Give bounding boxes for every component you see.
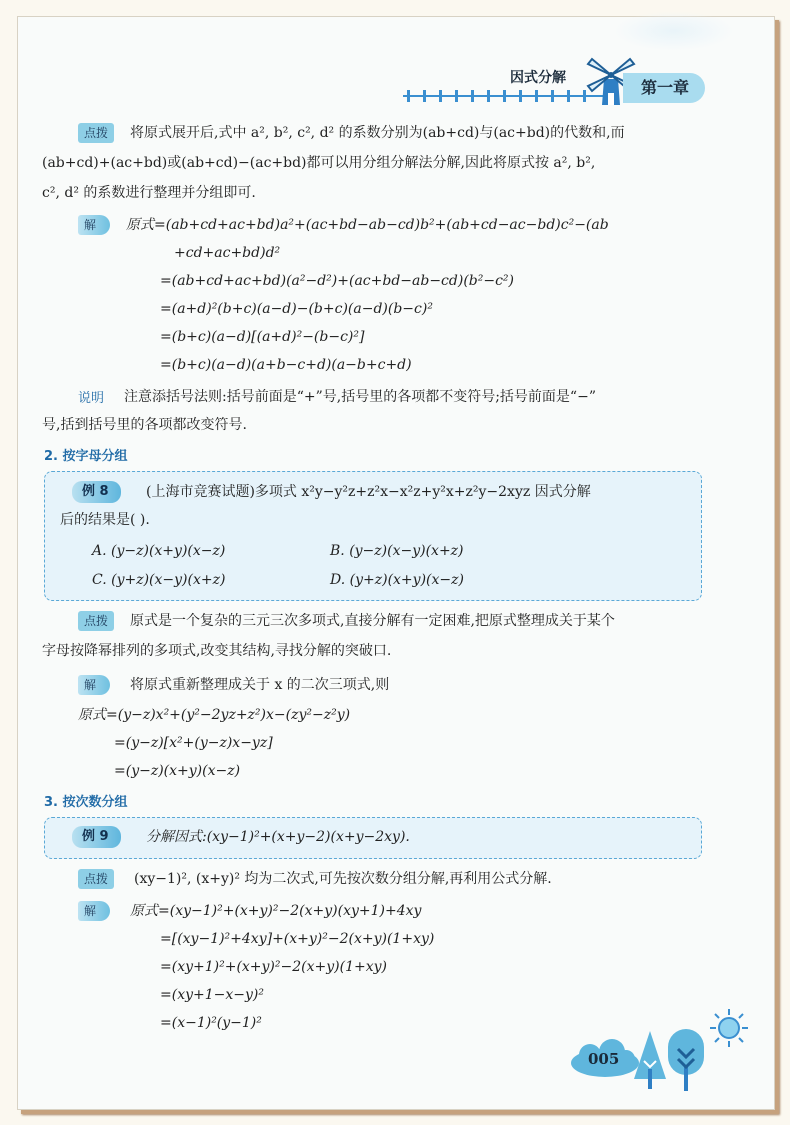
page-number: 005 — [588, 1050, 620, 1068]
hint1-line-2: (ab+cd)+(ac+bd)或(ab+cd)−(ac+bd)都可以用分组分解法分解,因此将原式按 a², b², — [42, 155, 596, 171]
note-line-2: 号,括到括号里的各项都改变符号. — [42, 417, 247, 433]
hint2-line-1: 原式是一个复杂的三元三次多项式,直接分解有一定困难,把原式整理成关于某个 — [130, 613, 615, 629]
solve-tag: 解 — [78, 901, 110, 921]
hint-tag: 点拨 — [78, 123, 114, 143]
example-8-line-1: (上海市竞赛试题)多项式 x²y−y²z+z²x−x²z+y²x+z²y−2xyz 因式分解 — [146, 484, 591, 500]
option-a: A. (y−z)(x+y)(x−z) — [92, 543, 226, 559]
hint1-line-3: c², d² 的系数进行整理并分组即可. — [42, 185, 256, 201]
tree-small-icon — [632, 1029, 668, 1091]
solve2-line-1: 将原式重新整理成关于 x 的二次三项式,则 — [130, 677, 390, 693]
hint-tag: 点拨 — [78, 611, 114, 631]
solve3-line-3: =(xy+1)²+(x+y)²−2(x+y)(1+xy) — [160, 959, 387, 975]
solve-tag: 解 — [78, 675, 110, 695]
note-label: 说明 — [78, 391, 105, 406]
solve2-line-3: =(y−z)[x²+(y−z)x−yz] — [114, 735, 273, 751]
solve3-line-1: 原式=(xy−1)²+(x+y)²−2(x+y)(xy+1)+4xy — [130, 903, 422, 919]
section-heading-3: 3. 按次数分组 — [44, 795, 128, 810]
solve3-line-2: =[(xy−1)²+4xy]+(x+y)²−2(x+y)(1+xy) — [160, 931, 435, 947]
hint1-line-1: 将原式展开后,式中 a², b², c², d² 的系数分别为(ab+cd)与(ac+bd)的代数和,而 — [130, 125, 625, 141]
fence-decoration — [403, 89, 603, 103]
solve3-line-5: =(x−1)²(y−1)² — [160, 1015, 262, 1031]
solve2-line-2: 原式=(y−z)x²+(y²−2yz+z²)x−(zy²−z²y) — [78, 707, 351, 723]
solve3-line-4: =(xy+1−x−y)² — [160, 987, 264, 1003]
solve1-line-2: +cd+ac+bd)d² — [174, 245, 281, 261]
solve1-line-4: =(a+d)²(b+c)(a−d)−(b+c)(a−d)(b−c)² — [160, 301, 433, 317]
hint-tag: 点拨 — [78, 869, 114, 889]
tree-large-icon — [666, 1027, 706, 1093]
section-title: 因式分解 — [510, 70, 566, 86]
solve1-line-6: =(b+c)(a−d)(a+b−c+d)(a−b+c+d) — [160, 357, 412, 373]
corner-glow — [614, 11, 734, 51]
option-d: D. (y+z)(x+y)(x−z) — [330, 572, 464, 588]
option-c: C. (y+z)(x−y)(x+z) — [92, 572, 226, 588]
hint3-text: (xy−1)², (x+y)² 均为二次式,可先按次数分组分解,再利用公式分解. — [134, 871, 552, 887]
solve-tag: 解 — [78, 215, 110, 235]
section-heading-2: 2. 按字母分组 — [44, 449, 128, 464]
example-8-label: 例 8 — [72, 481, 121, 503]
solve1-line-3: =(ab+cd+ac+bd)(a²−d²)+(ac+bd−ab−cd)(b²−c²) — [160, 273, 515, 289]
chapter-badge: 第一章 — [623, 73, 705, 103]
solve2-line-4: =(y−z)(x+y)(x−z) — [114, 763, 241, 779]
example-9-text: 分解因式:(xy−1)²+(x+y−2)(x+y−2xy). — [146, 829, 410, 845]
sun-icon — [708, 1007, 750, 1049]
note-line-1: 注意添括号法则:括号前面是“+”号,括号里的各项都不变符号;括号前面是“−” — [124, 389, 596, 405]
option-b: B. (y−z)(x−y)(x+z) — [330, 543, 464, 559]
hint2-line-2: 字母按降幂排列的多项式,改变其结构,寻找分解的突破口. — [42, 643, 392, 659]
solve1-line-1: 原式=(ab+cd+ac+bd)a²+(ac+bd−ab−cd)b²+(ab+cd−ac−bd)c²−(ab — [126, 217, 609, 233]
solve1-line-5: =(b+c)(a−d)[(a+d)²−(b−c)²] — [160, 329, 365, 345]
book-page — [17, 16, 775, 1110]
example-9-label: 例 9 — [72, 826, 121, 848]
example-8-line-2: 后的结果是( ). — [60, 512, 150, 528]
